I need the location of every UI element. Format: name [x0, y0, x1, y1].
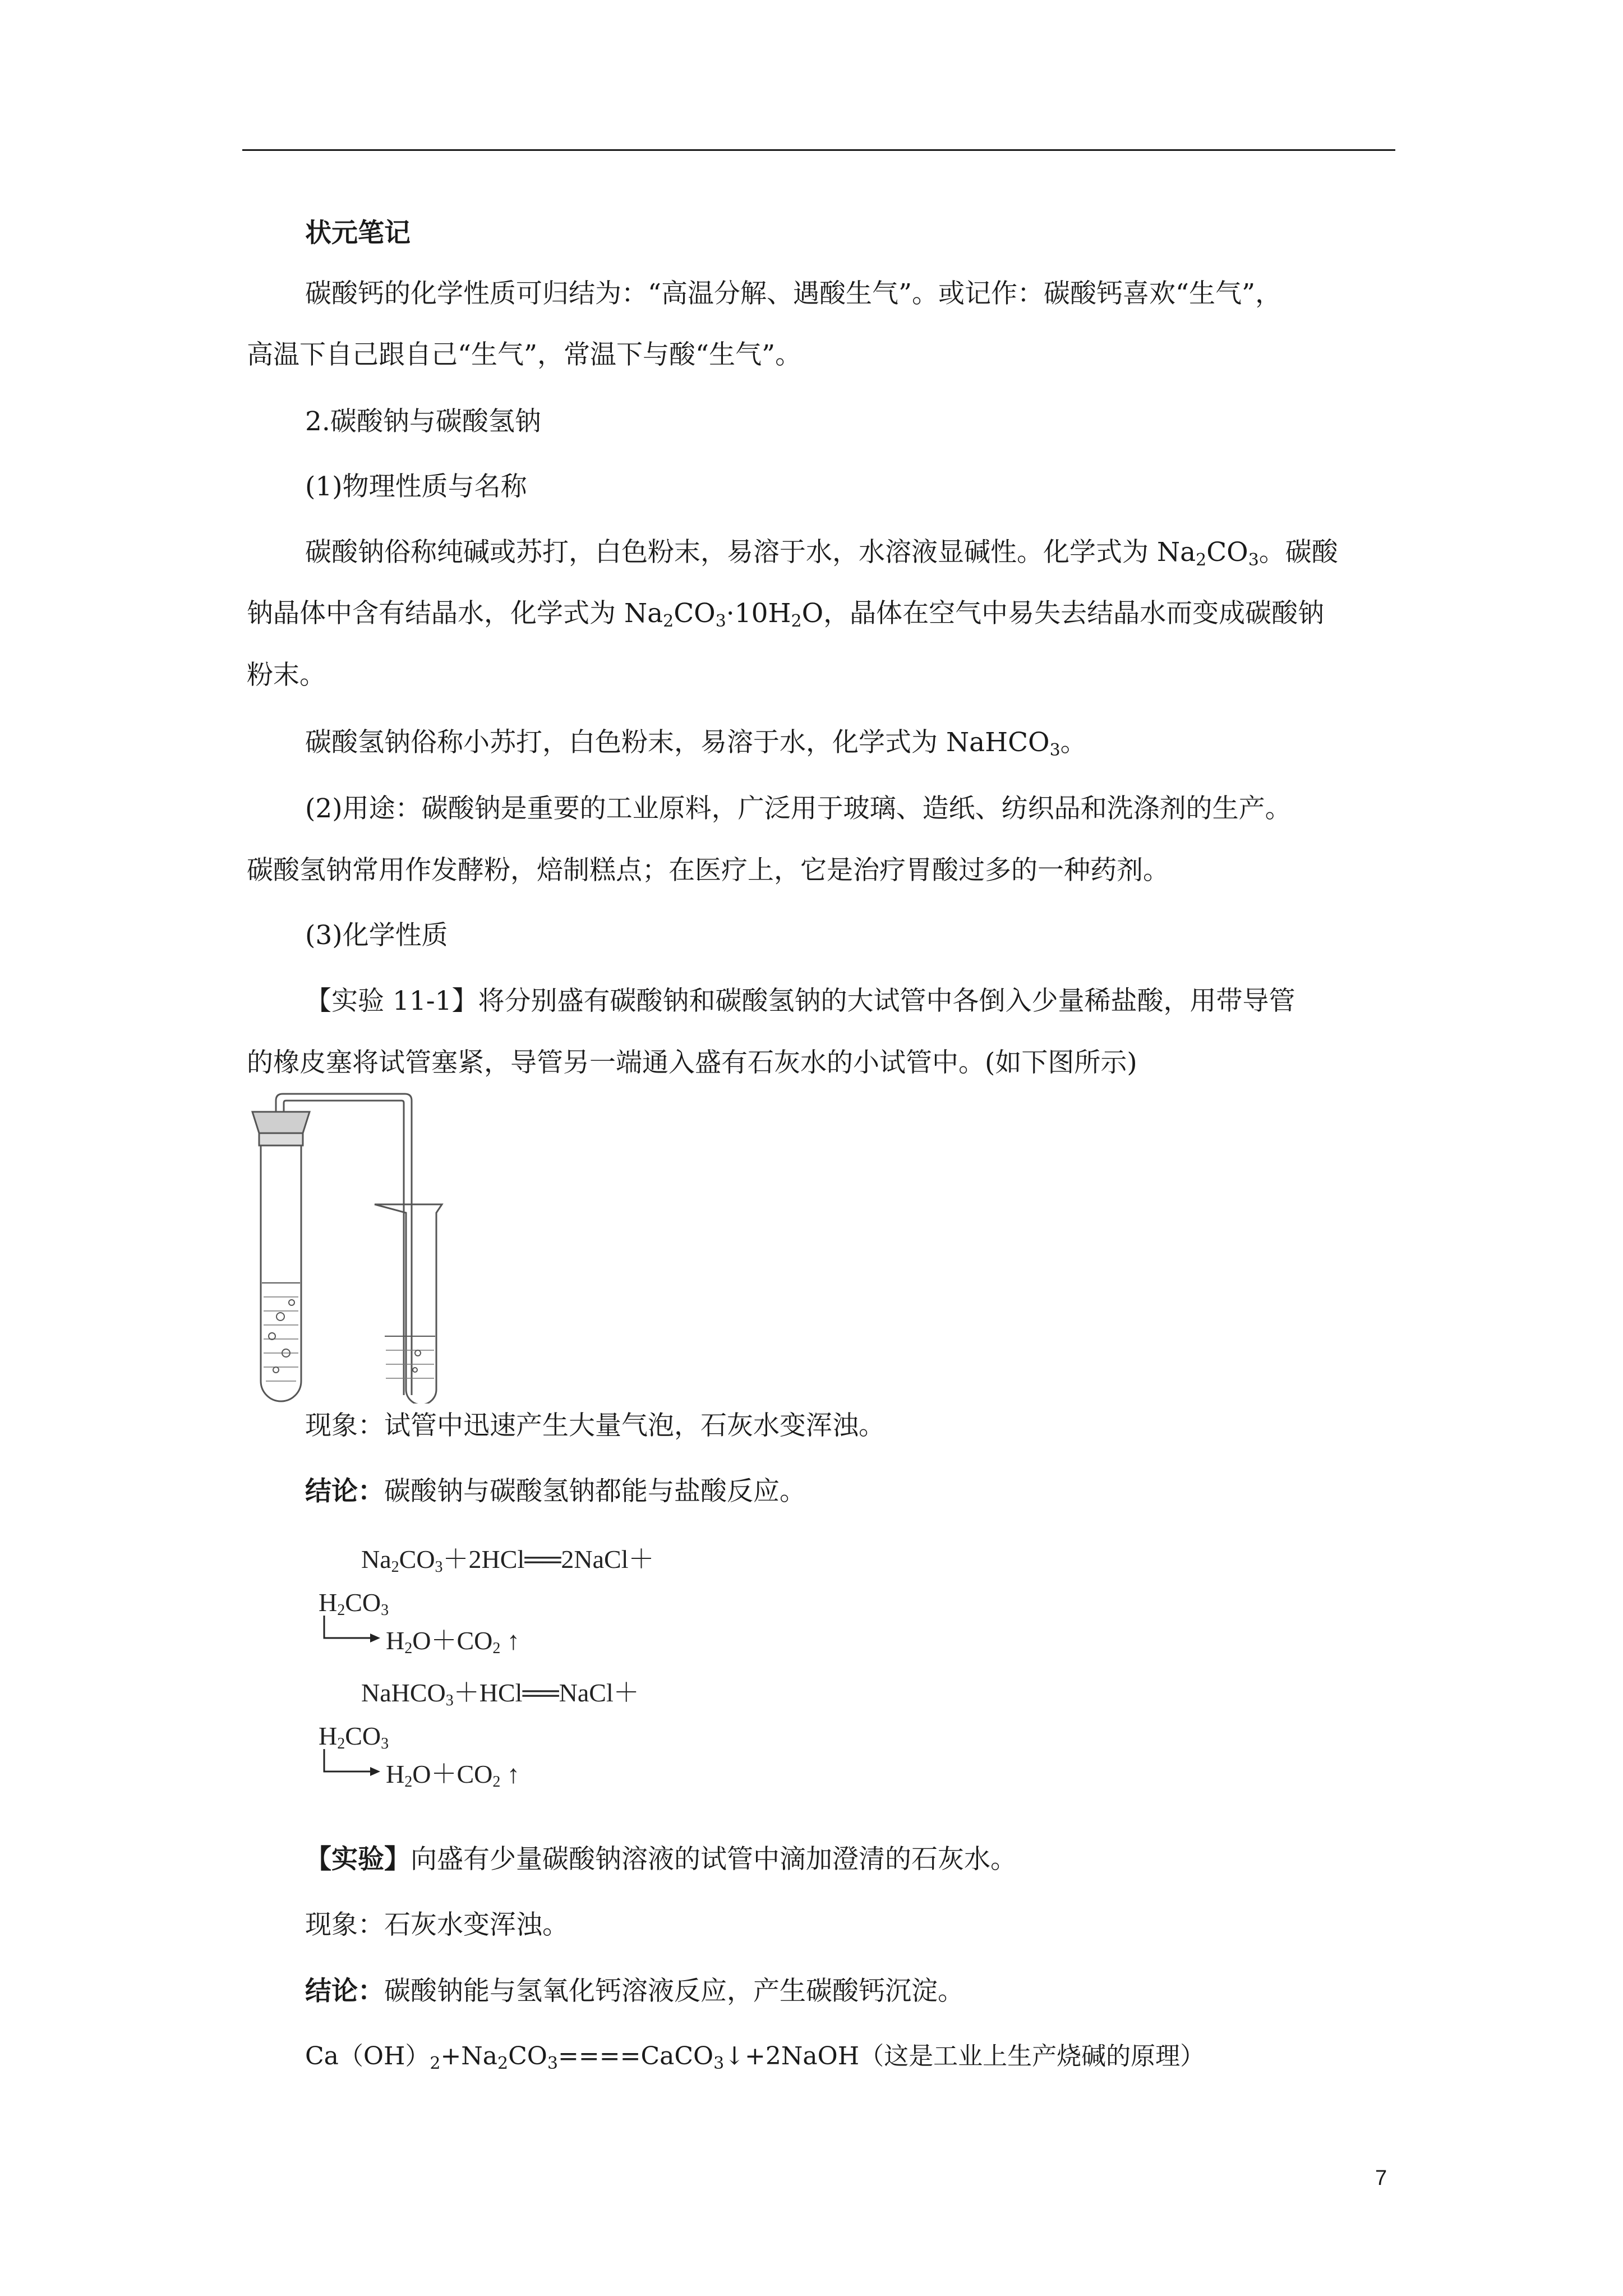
- section-heading-2: 2.碳酸钠与碳酸氢钠: [305, 406, 541, 437]
- equation-h2co3-1: $H_2CO_3$: [319, 1588, 389, 1619]
- paragraph-nahco3: 碳酸氢钠俗称小苏打，白色粉末，易溶于水，化学式为 NaHCO$_3$。: [305, 727, 1087, 760]
- notes-title: 状元笔记: [305, 218, 411, 249]
- paragraph-caco3-line2: 高温下自己跟自己“生气”，常温下与酸“生气”。: [247, 339, 802, 370]
- large-tube-liquid-lines: [264, 1297, 298, 1381]
- paragraph-caco3-line1: 碳酸钙的化学性质可归结为：“高温分解、遇酸生气”。或记作：碳酸钙喜欢“生气”，: [305, 278, 1282, 309]
- equation-na2co3-hcl: $Na_2CO_3+2HCl══2NaCl+$: [361, 1545, 654, 1576]
- experiment-2: 【实验】向盛有少量碳酸钠溶液的试管中滴加澄清的石灰水。: [305, 1844, 1017, 1875]
- phenomenon-1: 现象：试管中迅速产生大量气泡，石灰水变浑浊。: [305, 1410, 885, 1441]
- equation-products-1: $H_2O+CO_2$ ↑: [386, 1626, 520, 1657]
- paragraph-na2co3-line2: 钠晶体中含有结晶水，化学式为 $Na_2CO_3\cdot 10H_2O$，晶体在空气中易失去结晶水而变成碳酸钠: [247, 598, 1325, 631]
- small-test-tube: [375, 1204, 442, 1404]
- rubber-stopper: [252, 1112, 310, 1133]
- paragraph-uses-line1: (2)用途：碳酸钠是重要的工业原料，广泛用于玻璃、造纸、纺织品和洗涤剂的生产。: [305, 793, 1292, 824]
- page-number: 7: [1375, 2166, 1387, 2190]
- equation-products-2: $H_2O+CO_2$ ↑: [386, 1760, 520, 1791]
- stopper-collar: [259, 1133, 303, 1145]
- experiment-11-1-line1: 【实验 11-1】将分别盛有碳酸钠和碳酸氢钠的大试管中各倒入少量稀盐酸，用带导管: [305, 986, 1295, 1016]
- paragraph-uses-line2: 碳酸氢钠常用作发酵粉，焙制糕点；在医疗上，它是治疗胃酸过多的一种药剂。: [247, 855, 1169, 886]
- paragraph-na2co3-line1: 碳酸钠俗称纯碱或苏打，白色粉末，易溶于水，水溶液显碱性。化学式为 $Na_2CO_3$。碳酸: [305, 537, 1338, 570]
- decomposition-arrow-1: [322, 1616, 389, 1649]
- equation-caoh2-na2co3: $Ca(OH)_2+Na_2CO_3====CaCO_3↓+2NaOH$（这是工业上生产烧碱的原理）: [305, 2042, 1205, 2073]
- equation-h2co3-2: $H_2CO_3$: [319, 1722, 389, 1752]
- experiment-11-1-line2: 的橡皮塞将试管塞紧，导管另一端通入盛有石灰水的小试管中。(如下图所示): [247, 1047, 1137, 1078]
- large-test-tube: [261, 1134, 301, 1401]
- conclusion-2: 结论：碳酸钠能与氢氧化钙溶液反应，产生碳酸钙沉淀。: [305, 1976, 964, 2007]
- lime-water-lines: [386, 1350, 434, 1378]
- decomposition-arrow-2: [322, 1749, 389, 1783]
- paragraph-na2co3-line3: 粉末。: [247, 660, 326, 691]
- test-tube-apparatus-figure: [247, 1089, 449, 1404]
- conclusion-1: 结论：碳酸钠与碳酸氢钠都能与盐酸反应。: [305, 1476, 806, 1507]
- subheading-physical-properties: (1)物理性质与名称: [305, 471, 527, 502]
- subheading-chemical-properties: (3)化学性质: [305, 920, 448, 951]
- phenomenon-2: 现象：石灰水变浑浊。: [305, 1910, 569, 1940]
- header-rule: [242, 149, 1395, 151]
- equation-nahco3-hcl: NaHCO$_3$＋HCl══NaCl＋: [361, 1678, 639, 1709]
- lime-water-bubbles: [413, 1350, 421, 1372]
